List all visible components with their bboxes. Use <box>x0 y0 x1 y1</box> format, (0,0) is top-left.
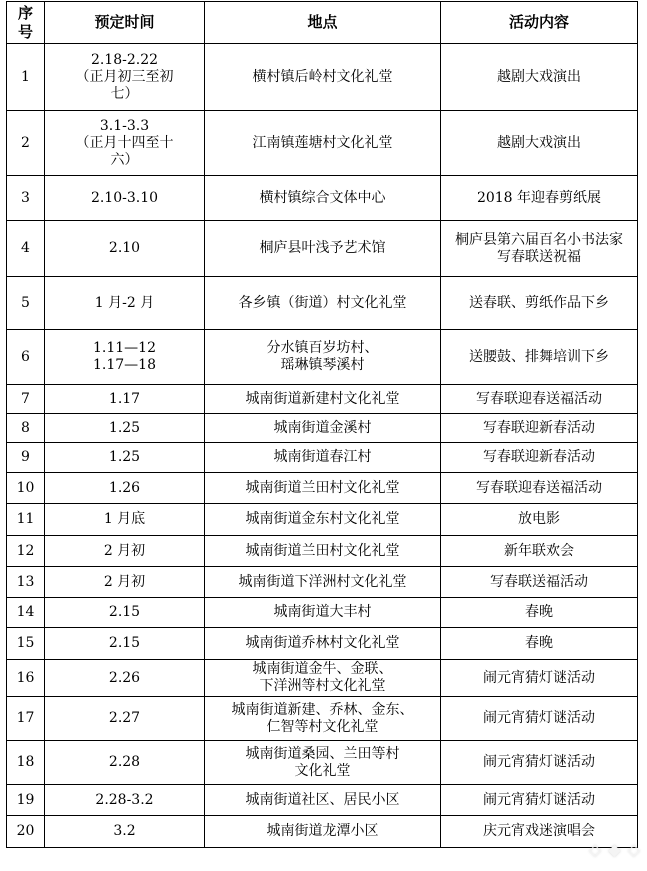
cell-no: 8 <box>7 414 45 443</box>
cell-activity: 庆元宵戏迷演唱会 <box>441 816 638 848</box>
table-row <box>7 44 638 111</box>
table-row <box>7 176 638 221</box>
cell-no: 11 <box>7 504 45 536</box>
cell-no: 7 <box>7 385 45 414</box>
cell-no: 14 <box>7 598 45 628</box>
cell-time: 3.1-3.3 （正月十四至十 六） <box>45 111 205 176</box>
table-row <box>7 443 638 473</box>
cell-activity: 春晚 <box>441 598 638 628</box>
table-row <box>7 816 638 848</box>
cell-time: 1.25 <box>45 443 205 473</box>
cell-place: 城南街道春江村 <box>205 443 441 473</box>
cell-place: 城南街道新建、乔林、金东、 仁智等村文化礼堂 <box>205 697 441 741</box>
header-no: 序号 <box>7 2 45 44</box>
cell-time: 2.26 <box>45 660 205 697</box>
cell-no: 3 <box>7 176 45 221</box>
cell-activity: 写春联迎春送福活动 <box>441 385 638 414</box>
cell-time: 2.27 <box>45 697 205 741</box>
cell-activity: 送腰鼓、排舞培训下乡 <box>441 330 638 385</box>
cell-no: 19 <box>7 785 45 816</box>
cell-time: 1.25 <box>45 414 205 443</box>
table-row <box>7 741 638 785</box>
table-row <box>7 567 638 598</box>
table-row <box>7 598 638 628</box>
cell-time: 1.17 <box>45 385 205 414</box>
cell-place: 城南街道金溪村 <box>205 414 441 443</box>
cell-time: 1 月底 <box>45 504 205 536</box>
header-time: 预定时间 <box>45 2 205 44</box>
cell-place: 各乡镇（街道）村文化礼堂 <box>205 277 441 330</box>
cell-time: 2.15 <box>45 628 205 660</box>
cell-no: 2 <box>7 111 45 176</box>
cell-no: 20 <box>7 816 45 848</box>
cell-activity: 闹元宵猜灯谜活动 <box>441 697 638 741</box>
table-row <box>7 697 638 741</box>
cell-activity: 送春联、剪纸作品下乡 <box>441 277 638 330</box>
cell-time: 2.28 <box>45 741 205 785</box>
table-row <box>7 628 638 660</box>
cell-place: 城南街道社区、居民小区 <box>205 785 441 816</box>
header-activity: 活动内容 <box>441 2 638 44</box>
watermark: ◇ ◆ ◇ <box>588 840 641 859</box>
cell-no: 13 <box>7 567 45 598</box>
cell-no: 16 <box>7 660 45 697</box>
cell-activity: 越剧大戏演出 <box>441 111 638 176</box>
table-row <box>7 414 638 443</box>
cell-time: 2.28-3.2 <box>45 785 205 816</box>
cell-place: 横村镇综合文体中心 <box>205 176 441 221</box>
table-row <box>7 111 638 176</box>
cell-place: 城南街道兰田村文化礼堂 <box>205 536 441 567</box>
cell-activity: 闹元宵猜灯谜活动 <box>441 741 638 785</box>
cell-no: 6 <box>7 330 45 385</box>
cell-time: 2 月初 <box>45 567 205 598</box>
cell-place: 城南街道金牛、金联、 下洋洲等村文化礼堂 <box>205 660 441 697</box>
cell-no: 15 <box>7 628 45 660</box>
cell-place: 城南街道下洋洲村文化礼堂 <box>205 567 441 598</box>
cell-place: 城南街道乔林村文化礼堂 <box>205 628 441 660</box>
table-row <box>7 660 638 697</box>
cell-place: 城南街道金东村文化礼堂 <box>205 504 441 536</box>
cell-time: 3.2 <box>45 816 205 848</box>
cell-activity: 闹元宵猜灯谜活动 <box>441 660 638 697</box>
cell-time: 2.15 <box>45 598 205 628</box>
cell-activity: 越剧大戏演出 <box>441 44 638 111</box>
table-row <box>7 330 638 385</box>
cell-place: 城南街道龙潭小区 <box>205 816 441 848</box>
table-row <box>7 221 638 277</box>
table-row <box>7 385 638 414</box>
table-header-row <box>7 2 638 44</box>
cell-no: 17 <box>7 697 45 741</box>
cell-no: 12 <box>7 536 45 567</box>
cell-time: 1.11—12 1.17—18 <box>45 330 205 385</box>
table-row <box>7 277 638 330</box>
cell-time: 1 月-2 月 <box>45 277 205 330</box>
cell-place: 城南街道兰田村文化礼堂 <box>205 473 441 504</box>
cell-activity: 写春联迎新春活动 <box>441 414 638 443</box>
cell-activity: 桐庐县第六届百名小书法家 写春联送祝福 <box>441 221 638 277</box>
cell-time: 2.10 <box>45 221 205 277</box>
cell-no: 4 <box>7 221 45 277</box>
cell-activity: 春晚 <box>441 628 638 660</box>
cell-no: 9 <box>7 443 45 473</box>
table-row <box>7 785 638 816</box>
cell-place: 桐庐县叶浅予艺术馆 <box>205 221 441 277</box>
cell-no: 10 <box>7 473 45 504</box>
cell-activity: 放电影 <box>441 504 638 536</box>
cell-activity: 写春联送福活动 <box>441 567 638 598</box>
cell-place: 分水镇百岁坊村、 瑶琳镇琴溪村 <box>205 330 441 385</box>
cell-activity: 新年联欢会 <box>441 536 638 567</box>
table-row <box>7 536 638 567</box>
cell-time: 2 月初 <box>45 536 205 567</box>
cell-no: 18 <box>7 741 45 785</box>
schedule-table <box>6 1 638 848</box>
table-body <box>7 44 638 848</box>
cell-place: 城南街道大丰村 <box>205 598 441 628</box>
cell-place: 城南街道桑园、兰田等村 文化礼堂 <box>205 741 441 785</box>
cell-no: 1 <box>7 44 45 111</box>
cell-activity: 写春联迎新春活动 <box>441 443 638 473</box>
cell-activity: 2018 年迎春剪纸展 <box>441 176 638 221</box>
table-row <box>7 473 638 504</box>
cell-time: 2.10-3.10 <box>45 176 205 221</box>
cell-time: 2.18-2.22 （正月初三至初 七） <box>45 44 205 111</box>
cell-no: 5 <box>7 277 45 330</box>
cell-place: 城南街道新建村文化礼堂 <box>205 385 441 414</box>
cell-activity: 写春联迎春送福活动 <box>441 473 638 504</box>
cell-activity: 闹元宵猜灯谜活动 <box>441 785 638 816</box>
cell-place: 江南镇莲塘村文化礼堂 <box>205 111 441 176</box>
cell-time: 1.26 <box>45 473 205 504</box>
header-place: 地点 <box>205 2 441 44</box>
cell-place: 横村镇后岭村文化礼堂 <box>205 44 441 111</box>
table-row <box>7 504 638 536</box>
